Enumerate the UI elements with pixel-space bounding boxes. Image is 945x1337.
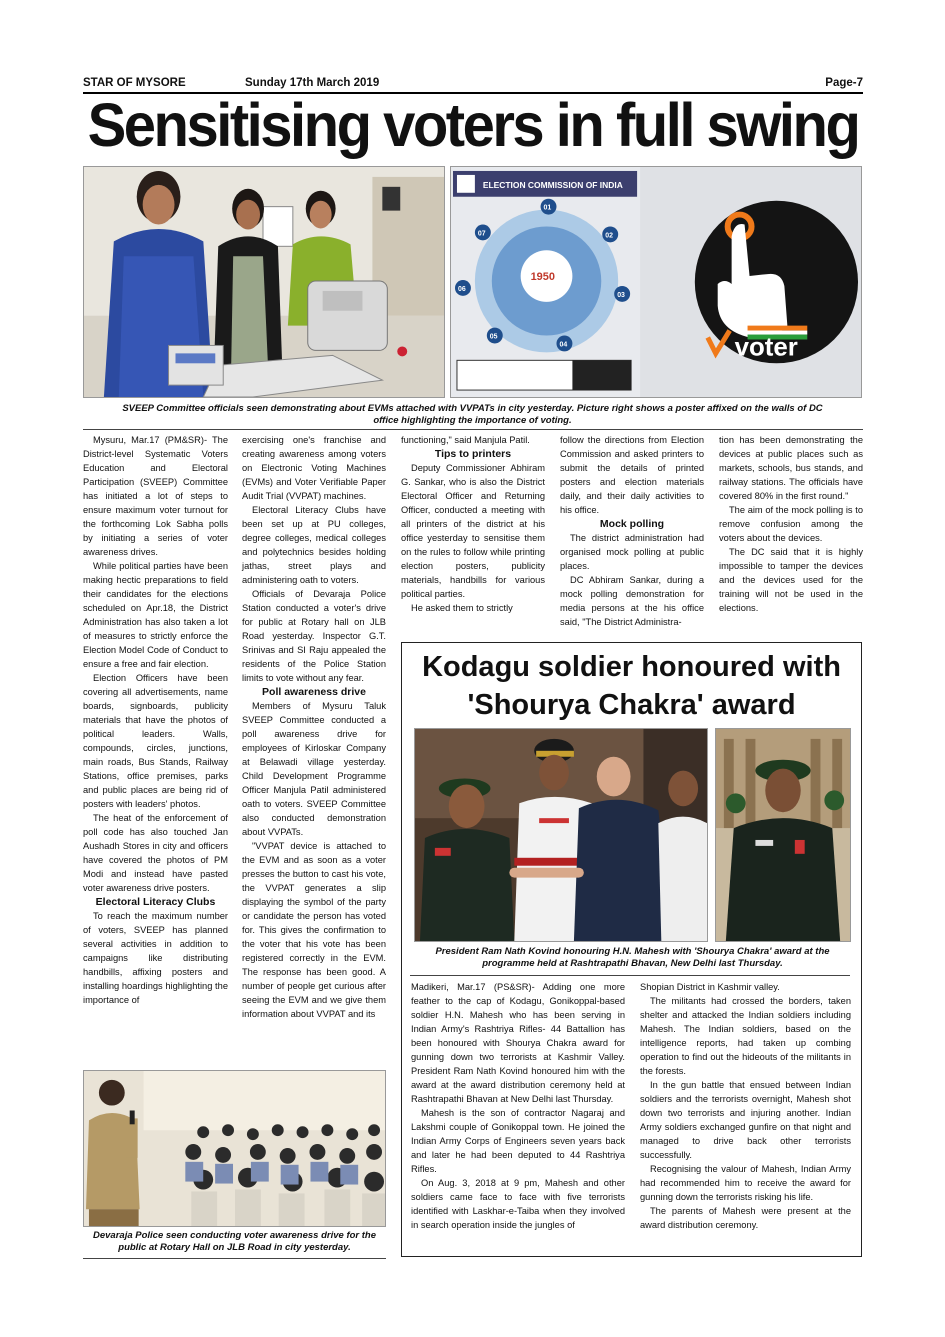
soldier-col2-para-3: In the gun battle that ensued between Indian soldiers and the terrorists overnight, Mahesh shot down two terrorists and injuring another. Indian Army soldiers exchanged gunfire on that night and managed to drive back other terrorists successfully. [640,1080,851,1160]
soldier-caption-rule [410,975,850,976]
main-col2-para-3: Officials of Devaraja Police Station conducted a voter's drive for public at Rotary hall on JLB Road yesterday. Inspector G.T. Srinivas and SI Raju appealed the residents of the Police Station limits to vote without any fear. [242,589,386,683]
issue-date: Sunday 17th March 2019 [245,77,380,89]
soldier-col2-para-5: The parents of Mahesh were present at the award distribution ceremony. [640,1206,851,1230]
soldier-col1-para-3: On Aug. 3, 2018 at 9 pm, Mahesh and other soldiers came face to face with five terrorists identified with Laskhar-e-Taiba when they involved in search operation inside the jungles of [411,1178,625,1230]
main-col2-para-5: "VVPAT device is attached to the EVM and as soon as a voter presses the button to cast his vote, the VVPAT generates a slip displaying the symbol of the party or candidate the person has voted for. This gives the confirmation to the voter that his vote has been registered correctly in the EVM. The response has been good. A number of people get curious after seeing the EVM and we give them information about VVPAT and its [242,841,386,1019]
main-col4-lead: follow the directions from Election Commission and asked printers to submit the details of printed posters and election materials daily, and their daily activities to his office. [560,435,704,515]
poster-banner: ELECTION COMMISSION OF INDIA [482,179,623,190]
soldier-col2-para-4: Recognising the valour of Mahesh, Indian Army had recommended him to receive the award for gunning down the terrorists risking his life. [640,1164,851,1202]
subhead-poll-awareness: Poll awareness drive [262,686,366,698]
main-col-5 [719,433,863,615]
poster-num-1: 01 [543,204,552,212]
publication-name: STAR OF MYSORE [83,77,186,89]
main-col1-para-2: While political parties have been making hectic preparations to field their candidates for the elections scheduled on Apr.18, the District Administration has also taken a lot of measures to strictly enforce the Election Model Code of Conduct to ensure a free and fair election. [83,561,228,669]
poster-num-2: 02 [605,232,613,240]
helpline-number: 1950 [530,271,555,284]
voter-poster-photo [450,166,862,398]
soldier-col-2 [640,980,851,1232]
poster-num-3: 03 [617,291,625,299]
main-col1-para-1: Mysuru, Mar.17 (PM&SR)- The District-level Systematic Voters Education and Electoral Participation (SVEEP) Committee has initiated a lot of steps to ensure maximum voter turnout for the forthcoming Lok Sabha polls by initiating a series of voter awareness drives. [83,435,228,557]
main-col2-para-2: Electoral Literacy Clubs have been set up at PU colleges, degree colleges, medical colleges and polytechnics besides holding jathas, street plays and administering oath to voters. [242,505,386,585]
soldier-photo-caption: President Ram Nath Kovind honouring H.N. Mahesh with 'Shourya Chakra' award at the programme held at Rashtrapathi Bhavan, New Delhi last Thursday. [435,946,830,969]
president-honouring-photo [414,728,708,942]
soldier-portrait-photo [715,728,851,942]
main-col4-para-1: The district administration had organised mock polling at public places. [560,533,704,571]
subhead-tips-printers: Tips to printers [434,448,512,460]
main-col1-para-3: Election Officers have been covering all advertisements, name boards, signboards, publicity materials that have the photos of political leaders. Walls, compounds, circles, junctions, main roads, Bus Stands, Railway Stations, office premises, parks and public places are being rid of posters with leaders' photos. [83,673,228,809]
main-col3-para-2: He asked them to strictly [411,603,513,613]
main-col2-para-1: exercising one's franchise and creating awareness among voters on Electronic Voting Machines (EVMs) and Voter Verifiable Paper Audit Trial (VVPAT) machines. [242,435,386,501]
poster-num-4: 04 [559,341,568,349]
caption-rule [83,429,863,430]
poster-num-6: 06 [457,285,466,293]
soldier-headline-line1: Kodagu soldier honoured with [422,651,841,683]
main-col-2 [242,433,386,1021]
soldier-col2-para-1: Shopian District in Kashmir valley. [640,982,780,992]
soldier-headline [401,648,862,724]
main-photo-caption: SVEEP Committee officials seen demonstrating about EVMs attached with VVPATs in city yesterday. Picture right shows a poster affixed on the walls of DC office highlighting the importance of voting. [122,403,823,426]
main-col1-para-4: The heat of the enforcement of poll code has also touched Jan Aushadh Stores in city and officers have covered the photos of PM Modi and instead have pasted voter awareness drive posters. [83,813,228,893]
soldier-col2-para-2: The militants had crossed the borders, taken shelter and attacked the Indian soldiers including Mahesh. The Indian soldiers, based on the intelligence reports, had taken up combing operation to find out the hideouts of the militants in the forests. [640,996,851,1076]
main-col4-para-2: DC Abhiram Sankar, during a mock polling demonstration for media persons at the his office said, "The District Administra- [560,575,704,627]
main-col-1 [83,433,228,1007]
poster-num-5: 05 [489,333,498,341]
main-col3-lead: functioning," said Manjula Patil. [401,435,530,445]
poster-logo-text: voter [734,333,798,362]
main-col3-para-1: Deputy Commissioner Abhiram G. Sankar, who is also the District Electoral Officer and Returning Officer, conducted a meeting with all printers of the district at his office yesterday to sensitise them on the rules to follow while printing election posters, publicity materials, handbills for various political parties. [401,463,545,599]
main-col-4 [560,433,704,629]
soldier-col1-para-1: Madikeri, Mar.17 (PS&SR)- Adding one more feather to the cap of Kodagu, Gonikoppal-based soldier H.N. Mahesh who has been serving in Indian Army's Rashtriya Rifles- 44 Battallion has been honoured with Shourya Chakra award for gunning down two terrorists at Kashmir Valley. President Ram Nath Kovind honoured him with the award at the award distribution ceremony held at Rashtrapathi Bhavan at New Delhi last Thursday. [411,982,625,1104]
main-col5-para-1: tion has been demonstrating the devices at public places such as markets, schools, bus stands, and railway stations. The officials have covered 80% in the first round." [719,435,863,501]
police-photo-caption: Devaraja Police seen conducting voter awareness drive for the public at Rotary Hall on JLB Road in city yesterday. [93,1230,376,1253]
page-number: Page-7 [825,77,863,89]
main-headline: Sensitising voters in full swing [87,91,859,160]
soldier-headline-line2: 'Shourya Chakra' award [467,689,796,721]
subhead-mock-polling: Mock polling [599,518,665,530]
main-col5-para-2: The aim of the mock polling is to remove confusion among the voters about the devices. [719,505,863,543]
poster-num-7: 07 [477,230,486,238]
subhead-literacy-clubs: Electoral Literacy Clubs [95,896,216,908]
soldier-col1-para-2: Mahesh is the son of contractor Nagaraj and Lakshmi couple of Gonikoppal town. He joined the Indian Army Corps of Engineers seven years back and later he had been deputed to 44 Rashtriya Rifles. [411,1108,625,1174]
evm-demo-photo [83,166,445,398]
main-col-3 [401,433,545,615]
main-col1-para-5: To reach the maximum number of voters, SVEEP has planned several activities in addition to campaigns like distributing handbills, affixing posters and installing hoardings highlighting the importance of [83,911,228,1005]
main-col5-para-3: The DC said that it is highly impossible to tamper the devices and the devices used for the training will not be used in the elections. [719,547,863,613]
soldier-col-1 [411,980,625,1232]
main-col2-para-4: Members of Mysuru Taluk SVEEP Committee conducted a poll awareness drive for employees of Kirloskar Company at Belawadi village yesterday. Child Development Programme Officer Manjula Patil administered oath to voters. SVEEP Committee also conducted demonstration about VVPATs. [242,701,386,837]
page-header [83,77,863,91]
left-bottom-rule [83,1258,386,1259]
police-awareness-photo [83,1070,386,1227]
